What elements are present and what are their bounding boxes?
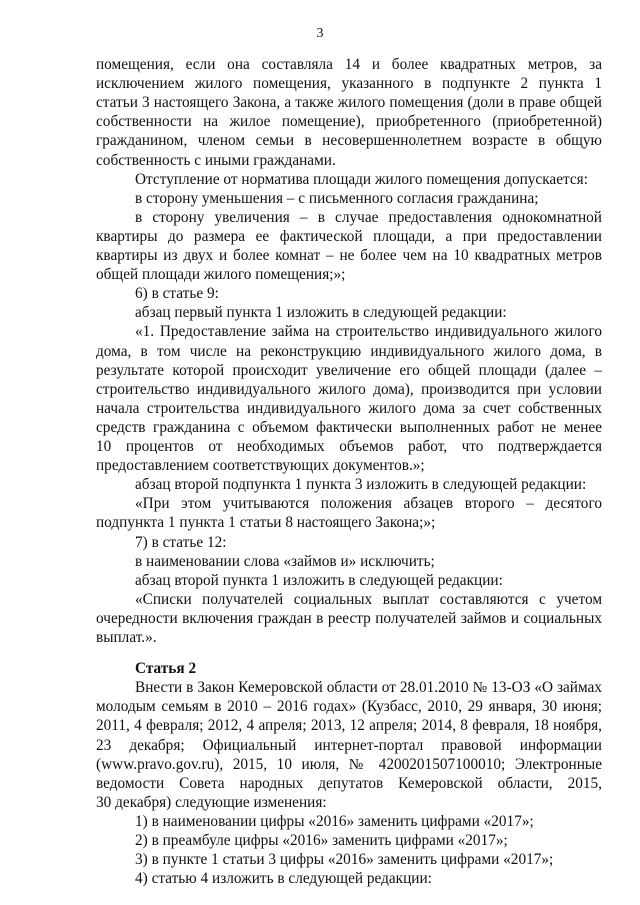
text-line: средств гражданина с объемом фактически выполненных работ не менее	[96, 418, 602, 436]
text-line: 30 декабря) следующие изменения:	[96, 793, 327, 811]
text-line: подпункта 1 пункта 1 статьи 8 настоящего Закона;»;	[96, 514, 436, 532]
text-line: абзац первый пункта 1 изложить в следующей редакции:	[135, 304, 507, 322]
text-line: предоставлением соответствующих документов.»;	[96, 457, 425, 475]
text-line: (www.pravo.gov.ru), 2015, 10 июля, № 4200201507100010; Электронные	[96, 755, 602, 773]
text-line: 10 процентов от необходимых объемов работ, что подтверждается	[96, 438, 602, 455]
text-line: выплат.».	[96, 629, 157, 646]
text-line: абзац второй подпункта 1 пункта 3 изложить в следующей редакции:	[135, 476, 587, 494]
text-line: Внести в Закон Кемеровской области от 28.01.2010 № 13-ОЗ «О займах	[135, 679, 602, 697]
text-line: 7) в статье 12:	[135, 533, 227, 551]
text-line: квартиры из двух и более комнат – не более чем на 10 квадратных метров	[96, 247, 602, 264]
text-line: статьи 3 настоящего Закона, а также жилого помещения (доли в праве общей	[96, 94, 602, 112]
text-line: 4) статью 4 изложить в следующей редакции:	[135, 870, 432, 888]
text-line: 23 декабря; Официальный интернет-портал правовой информации	[96, 736, 602, 754]
text-line: 2) в преамбуле цифры «2016» заменить цифрами «2017»;	[135, 832, 508, 849]
page-number: 3	[316, 26, 324, 41]
text-line: абзац второй пункта 1 изложить в следующей редакции:	[135, 571, 503, 589]
text-line: молодым семьям в 2010 – 2016 годах» (Кузбасс, 2010, 29 января, 30 июня;	[96, 698, 602, 716]
text-line: исключением жилого помещения, указанного в подпункте 2 пункта 1	[96, 75, 602, 93]
text-line: общей площади жилого помещения;»;	[96, 266, 346, 284]
text-line: 6) в статье 9:	[135, 285, 219, 303]
text-line: собственности на жилое помещение), приобретенного (приобретенной)	[96, 113, 602, 131]
text-line: «1. Предоставление займа на строительство индивидуального жилого	[135, 323, 602, 341]
text-line: ведомости Совета народных депутатов Кемеровской области, 2015,	[96, 774, 602, 792]
text-line: в наименовании слова «займов и» исключить;	[135, 552, 435, 570]
text-line: дома, в том числе на реконструкцию индивидуального жилого дома, в	[96, 342, 602, 360]
text-line: квартиры до размера ее фактической площади, а при предоставлении	[96, 227, 602, 245]
text-line: в сторону увеличения – в случае предоставления однокомнатной	[135, 208, 602, 226]
text-line: 3) в пункте 1 статьи 3 цифры «2016» заменить цифрами «2017»;	[135, 851, 554, 869]
text-line: 2011, 4 февраля; 2012, 4 апреля; 2013, 12 апреля; 2014, 8 февраля, 18 ноября,	[96, 717, 602, 735]
text-line: Отступление от норматива площади жилого помещения допускается:	[135, 170, 588, 188]
text-line: «Списки получателей социальных выплат составляются с учетом	[135, 590, 602, 608]
text-line: начала строительства индивидуального жилого дома за счет собственных	[96, 399, 602, 417]
text-line: в сторону уменьшения – с письменного согласия гражданина;	[135, 189, 539, 207]
text-line: 1) в наименовании цифры «2016» заменить цифрами «2017»;	[135, 812, 534, 830]
text-line: «При этом учитываются положения абзацев второго – десятого	[135, 495, 602, 513]
text-line: строительство индивидуального жилого дома), производится при условии	[96, 380, 602, 398]
article-heading: Статья 2	[135, 660, 197, 678]
text-line: собственность с иными гражданами.	[96, 151, 336, 169]
text-line: гражданином, членом семьи в несовершеннолетнем возрасте в общую	[96, 132, 602, 150]
text-line: очередности включения граждан в реестр получателей займов и социальных	[96, 609, 602, 627]
text-line: помещения, если она составляла 14 и более квадратных метров, за	[96, 56, 602, 73]
text-line: результате которой происходит увеличение его общей площади (далее –	[96, 361, 602, 379]
